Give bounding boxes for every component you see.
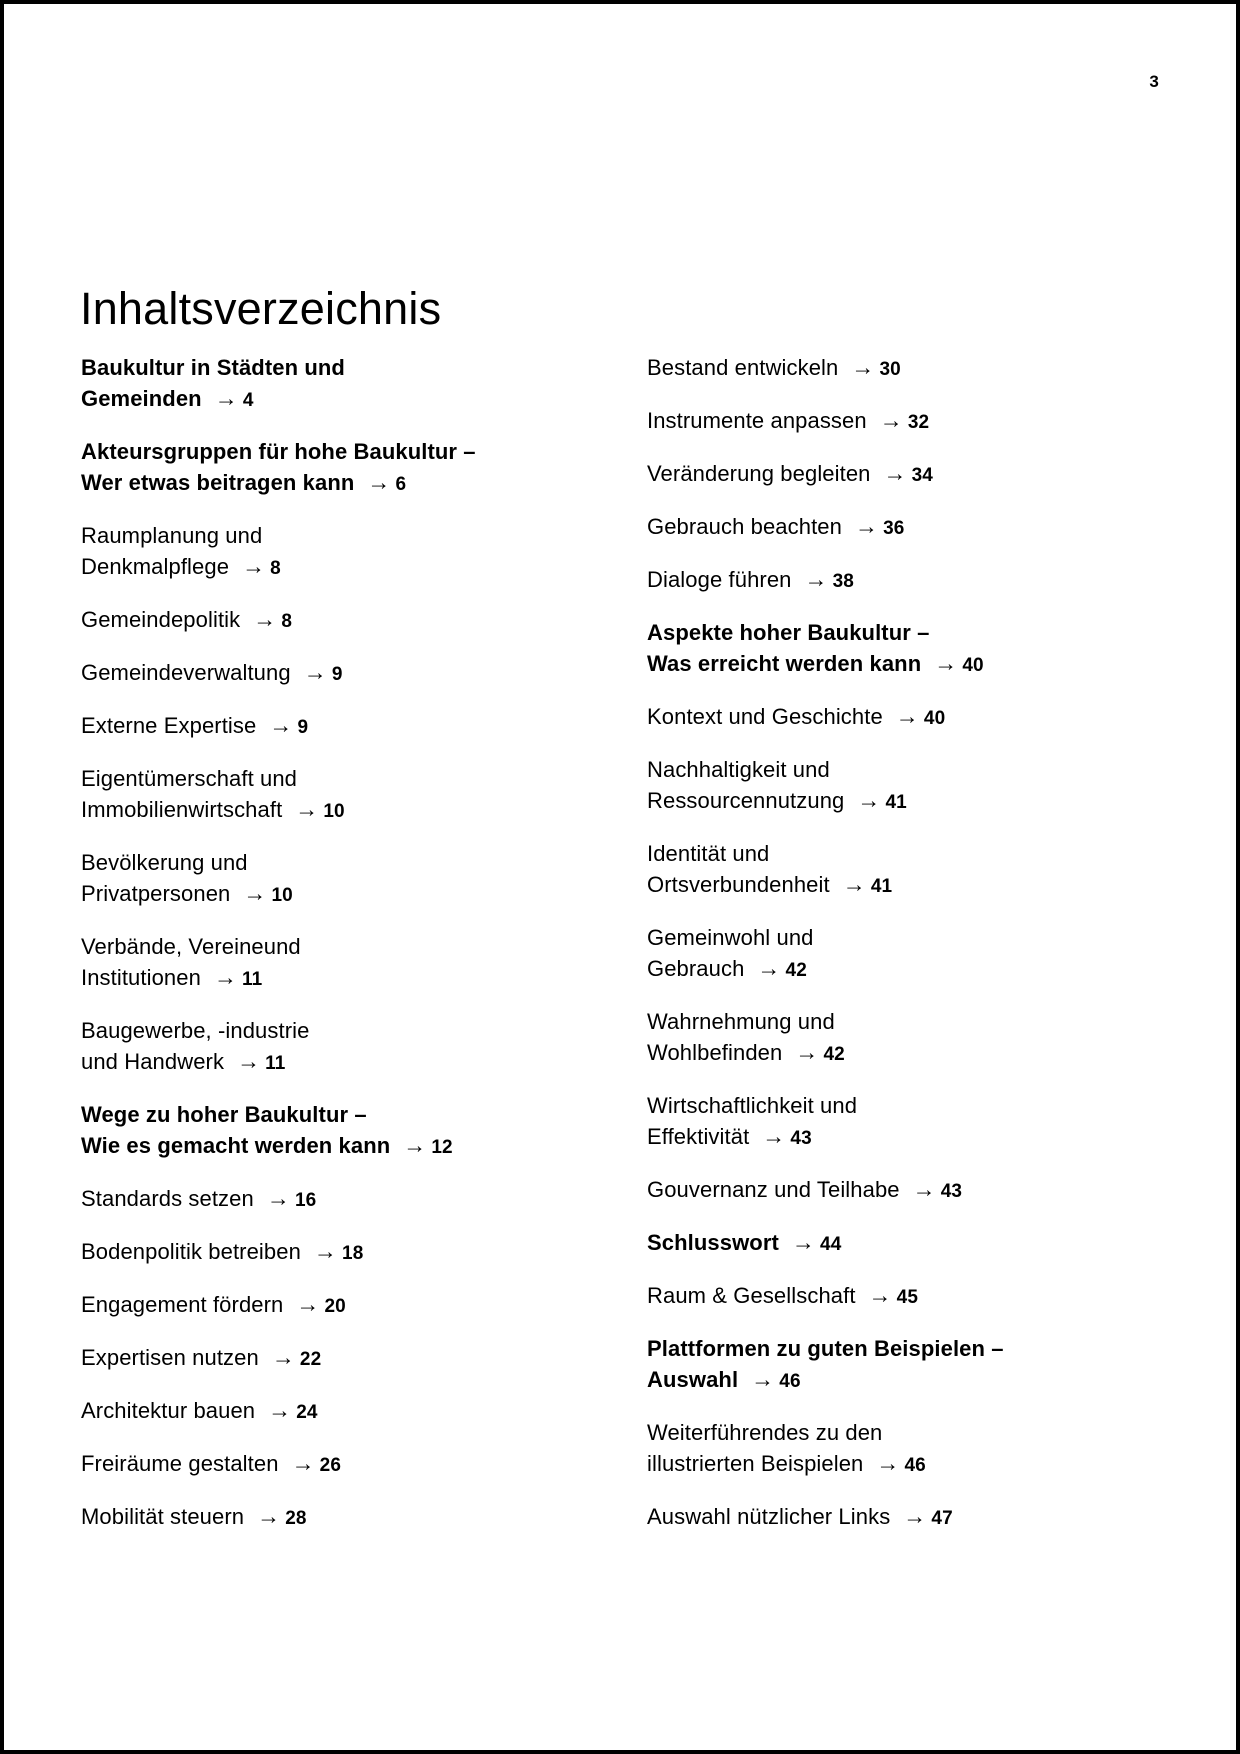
arrow-right-icon: → — [895, 703, 919, 729]
toc-page-ref — [869, 1283, 918, 1308]
toc-page-ref — [884, 461, 933, 486]
toc-entry[interactable] — [647, 511, 1187, 544]
toc-page-number: 11 — [265, 1053, 286, 1074]
arrow-right-icon: → — [367, 469, 391, 495]
toc-page-ref — [253, 607, 292, 632]
toc-page-number: 41 — [885, 792, 907, 813]
toc-entry[interactable] — [647, 564, 1187, 597]
toc-entry-text: Gemeinden — [81, 386, 202, 411]
toc-page-number: 45 — [896, 1287, 918, 1308]
toc-entry[interactable] — [647, 1090, 1187, 1154]
toc-page-number: 11 — [242, 969, 263, 990]
toc-entry[interactable] — [81, 1236, 581, 1269]
toc-page-ref — [267, 1186, 316, 1211]
toc-page-number: 46 — [904, 1455, 926, 1476]
toc-entry-text: Wahrnehmung und — [647, 1009, 835, 1034]
toc-column-left — [81, 352, 581, 1554]
toc-page-ref — [934, 651, 983, 676]
toc-page-ref — [876, 1451, 925, 1476]
arrow-right-icon: → — [303, 659, 327, 685]
toc-page-number: 42 — [823, 1044, 845, 1065]
toc-page-ref — [751, 1367, 800, 1392]
toc-page-ref — [843, 872, 892, 897]
toc-entry-text: Architektur bauen — [81, 1398, 256, 1423]
toc-page-ref — [243, 881, 292, 906]
toc-page-ref — [903, 1504, 952, 1529]
toc-page-ref — [242, 554, 281, 579]
toc-page-ref — [272, 1345, 321, 1370]
toc-page-number: 8 — [270, 558, 281, 579]
toc-page-number: 10 — [323, 801, 345, 822]
toc-entry-text: Wirtschaftlichkeit und — [647, 1093, 858, 1118]
toc-entry[interactable] — [81, 1342, 581, 1375]
toc-entry[interactable] — [647, 405, 1187, 438]
toc-page-ref — [805, 567, 854, 592]
arrow-right-icon: → — [854, 513, 879, 539]
toc-page-number: 46 — [779, 1371, 801, 1392]
toc-entry[interactable] — [647, 1006, 1187, 1070]
arrow-right-icon: → — [791, 1229, 816, 1255]
arrow-right-icon: → — [762, 1123, 786, 1149]
toc-page-number: 34 — [911, 465, 933, 486]
toc-entry-text: Weiterführendes zu den — [647, 1420, 883, 1445]
toc-entry[interactable] — [647, 1501, 1187, 1534]
toc-page-ref — [851, 355, 900, 380]
toc-entry-text: Wege zu hoher Baukultur – — [81, 1102, 367, 1127]
toc-entry-text: Eigentümerschaft und — [81, 766, 298, 791]
toc-page-number: 40 — [962, 655, 984, 676]
toc-entry-text: Standards setzen — [81, 1186, 254, 1211]
page-title: Inhaltsverzeichnis — [80, 283, 442, 335]
toc-entry[interactable] — [647, 701, 1187, 734]
toc-page-ref — [857, 788, 906, 813]
arrow-right-icon: → — [242, 553, 266, 579]
toc-page-number: 9 — [297, 717, 309, 738]
toc-entry-text: Wer etwas beitragen kann — [81, 470, 355, 495]
toc-page-number: 16 — [294, 1190, 317, 1211]
toc-entry-text: Institutionen — [81, 965, 201, 990]
arrow-right-icon: → — [857, 787, 881, 813]
toc-entry-text: Gemeindepolitik — [81, 607, 241, 632]
toc-page-ref — [757, 956, 806, 981]
toc-page-ref — [762, 1124, 811, 1149]
arrow-right-icon: → — [876, 1450, 900, 1476]
arrow-right-icon: → — [295, 796, 319, 822]
toc-entry-text: Nachhaltigkeit und — [647, 757, 830, 782]
toc-entry-text: illustrierten Beispielen — [647, 1451, 864, 1476]
arrow-right-icon: → — [253, 606, 277, 632]
toc-entry-text: Externe Expertise — [81, 713, 257, 738]
toc-entry-text: Verbände, Vereineund — [81, 934, 301, 959]
arrow-right-icon: → — [883, 460, 907, 486]
toc-page-number: 32 — [907, 412, 930, 433]
arrow-right-icon: → — [296, 1291, 320, 1317]
toc-page-number: 20 — [324, 1296, 346, 1317]
toc-entry-text: Plattformen zu guten Beispielen – — [647, 1336, 1004, 1361]
arrow-right-icon: → — [795, 1039, 819, 1065]
toc-column-right — [647, 352, 1187, 1554]
toc-page-number: 12 — [431, 1137, 453, 1158]
toc-entry[interactable] — [81, 1099, 581, 1163]
toc-entry[interactable] — [647, 458, 1187, 491]
toc-entry-text: Immobilienwirtschaft — [81, 797, 283, 822]
toc-page-ref — [215, 386, 254, 411]
arrow-right-icon: → — [851, 354, 875, 380]
toc-page-number: 43 — [940, 1181, 963, 1202]
arrow-right-icon: → — [757, 955, 781, 981]
toc-entry[interactable] — [81, 763, 581, 827]
toc-page-number: 43 — [790, 1128, 812, 1149]
toc-page-number: 41 — [870, 876, 893, 897]
toc-entry-text: und Handwerk — [81, 1049, 225, 1074]
toc-entry[interactable] — [81, 1448, 581, 1481]
toc-page-ref — [269, 713, 308, 738]
toc-entry-text: Instrumente anpassen — [647, 408, 867, 433]
arrow-right-icon: → — [269, 712, 293, 738]
toc-page-ref — [795, 1040, 844, 1065]
toc-page-ref — [367, 470, 406, 495]
toc-page-number: 18 — [342, 1243, 364, 1264]
toc-entry-text: Schlusswort — [647, 1230, 779, 1255]
toc-entry[interactable] — [647, 1227, 1187, 1260]
toc-entry-text: Dialoge führen — [647, 567, 792, 592]
toc-page-ref — [268, 1398, 317, 1423]
toc-entry[interactable] — [81, 1289, 581, 1322]
toc-entry-text: Identität und — [647, 841, 770, 866]
toc-entry-text: Privatpersonen — [81, 881, 231, 906]
arrow-right-icon: → — [912, 1176, 936, 1202]
toc-entry[interactable] — [81, 1183, 581, 1216]
arrow-right-icon: → — [842, 871, 866, 897]
arrow-right-icon: → — [271, 1344, 295, 1370]
arrow-right-icon: → — [313, 1238, 338, 1264]
toc-page-number: 9 — [331, 664, 343, 685]
arrow-right-icon: → — [751, 1366, 775, 1392]
toc-page-number: 38 — [832, 571, 854, 592]
toc-entry-text: Bestand entwickeln — [647, 355, 839, 380]
toc-entry-text: Was erreicht werden kann — [647, 651, 922, 676]
toc-page-number: 26 — [319, 1455, 342, 1476]
toc-entry-text: Freiräume gestalten — [81, 1451, 279, 1476]
toc-entry[interactable] — [81, 1501, 581, 1534]
toc-entry-text: Aspekte hoher Baukultur – — [647, 620, 930, 645]
toc-page-number: 44 — [820, 1234, 842, 1255]
toc-entry[interactable] — [647, 617, 1187, 681]
toc-page-ref — [855, 514, 904, 539]
toc-entry-text: Auswahl — [647, 1367, 739, 1392]
arrow-right-icon: → — [291, 1450, 315, 1476]
toc-page-number: 30 — [879, 359, 901, 380]
toc-page-ref — [792, 1230, 841, 1255]
toc-page-ref — [214, 965, 262, 990]
arrow-right-icon: → — [237, 1048, 261, 1074]
arrow-right-icon: → — [268, 1397, 292, 1423]
toc-page-ref — [896, 704, 945, 729]
toc-page-ref — [913, 1177, 962, 1202]
toc-entry-text: Raum & Gesellschaft — [647, 1283, 856, 1308]
toc-entry-text: Veränderung begleiten — [647, 461, 871, 486]
toc-entry-text: Bevölkerung und — [81, 850, 248, 875]
toc-page-ref — [304, 660, 343, 685]
toc-page-number: 6 — [395, 474, 407, 495]
toc-page-number: 24 — [296, 1402, 318, 1423]
arrow-right-icon: → — [903, 1503, 927, 1529]
toc-page-number: 22 — [299, 1349, 322, 1370]
toc-page-number: 8 — [281, 611, 293, 632]
toc-page-ref — [314, 1239, 363, 1264]
toc-page-number: 28 — [285, 1508, 307, 1529]
toc-entry-text: Engagement fördern — [81, 1292, 284, 1317]
toc-entry-text: Auswahl nützlicher Links — [647, 1504, 891, 1529]
arrow-right-icon: → — [266, 1185, 290, 1211]
toc-entry[interactable] — [647, 352, 1187, 385]
toc-page-ref — [237, 1049, 285, 1074]
toc-entry[interactable] — [647, 1333, 1187, 1397]
toc-page-number: 42 — [785, 960, 807, 981]
toc-entry[interactable] — [647, 754, 1187, 818]
toc-entry[interactable] — [647, 1174, 1187, 1207]
toc-entry-text: Gouvernanz und Teilhabe — [647, 1177, 900, 1202]
toc-entry[interactable] — [81, 931, 581, 995]
page-number: 3 — [1149, 72, 1159, 91]
toc-page-number: 36 — [883, 518, 905, 539]
toc-page-ref — [257, 1504, 306, 1529]
toc-entry-text: Kontext und Geschichte — [647, 704, 883, 729]
toc-page-ref — [295, 797, 344, 822]
arrow-right-icon: → — [804, 566, 828, 592]
toc-entry[interactable] — [81, 604, 581, 637]
toc-entry-text: Wie es gemacht werden kann — [81, 1133, 391, 1158]
toc-entry-text: Expertisen nutzen — [81, 1345, 259, 1370]
toc-entry-text: Effektivität — [647, 1124, 750, 1149]
arrow-right-icon: → — [243, 880, 267, 906]
toc-entry-text: Gemeinwohl und — [647, 925, 814, 950]
toc-entry-text: Ressourcennutzung — [647, 788, 845, 813]
toc-entry-text: Ortsverbundenheit — [647, 872, 830, 897]
toc-entry[interactable] — [647, 1280, 1187, 1313]
toc-entry-text: Bodenpolitik betreiben — [81, 1239, 301, 1264]
toc-entry-text: Gebrauch beachten — [647, 514, 842, 539]
toc-page-number: 10 — [271, 885, 293, 906]
toc-page-number: 47 — [931, 1508, 953, 1529]
toc-page-number: 40 — [923, 708, 946, 729]
toc-entry[interactable] — [647, 838, 1187, 902]
arrow-right-icon: → — [257, 1503, 281, 1529]
toc-entry-text: Gebrauch — [647, 956, 745, 981]
toc-page-ref — [296, 1292, 345, 1317]
toc-entry[interactable] — [647, 1417, 1187, 1481]
toc-entry[interactable] — [81, 1395, 581, 1428]
arrow-right-icon: → — [879, 407, 903, 433]
arrow-right-icon: → — [934, 650, 958, 676]
toc-entry-text: Raumplanung und — [81, 523, 263, 548]
toc-entry-text: Mobilität steuern — [81, 1504, 245, 1529]
toc-entry-text: Baukultur in Städten und — [81, 355, 345, 380]
toc-page-ref — [880, 408, 929, 433]
toc-page-ref — [292, 1451, 341, 1476]
toc-page-number: 4 — [242, 390, 254, 411]
toc-entry[interactable] — [81, 657, 581, 690]
arrow-right-icon: → — [403, 1132, 427, 1158]
toc-entry-text: Wohlbefinden — [647, 1040, 783, 1065]
toc-entry[interactable] — [81, 847, 581, 911]
arrow-right-icon: → — [214, 385, 238, 411]
toc-entry[interactable] — [81, 1015, 581, 1079]
toc-entry[interactable] — [81, 520, 581, 584]
toc-entry[interactable] — [81, 436, 581, 500]
toc-entry-text: Baugewerbe, -industrie — [81, 1018, 310, 1043]
toc-entry-text: Denkmalpflege — [81, 554, 230, 579]
toc-entry-text: Gemeindeverwaltung — [81, 660, 291, 685]
toc-page-ref — [403, 1133, 452, 1158]
arrow-right-icon: → — [213, 964, 238, 990]
toc-entry[interactable] — [81, 352, 581, 416]
toc-entry-text: Akteursgruppen für hohe Baukultur – — [81, 439, 476, 464]
toc-entry[interactable] — [647, 922, 1187, 986]
toc-entry[interactable] — [81, 710, 581, 743]
arrow-right-icon: → — [868, 1282, 892, 1308]
